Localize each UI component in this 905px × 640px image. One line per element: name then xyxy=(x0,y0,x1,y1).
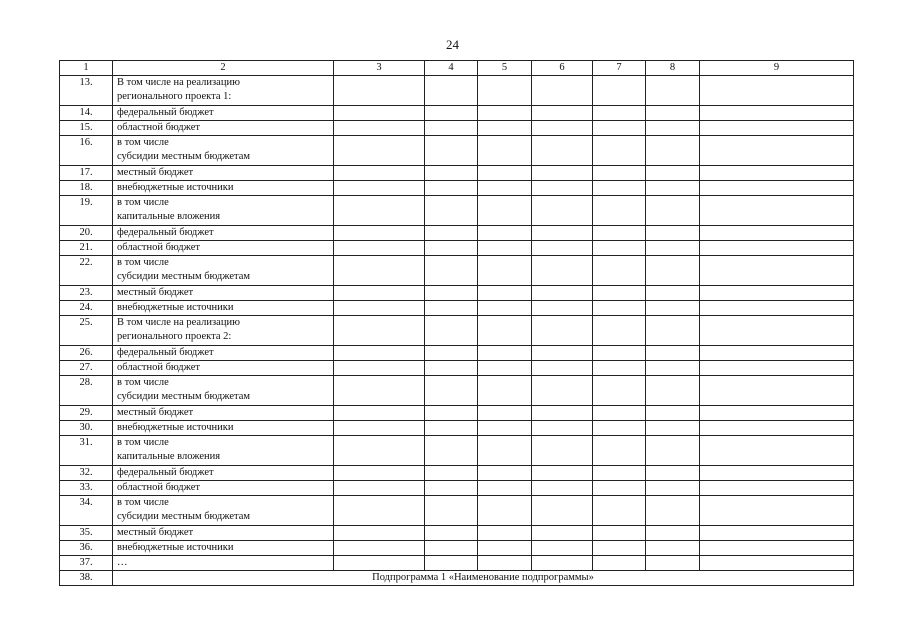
empty-cell xyxy=(700,136,854,166)
empty-cell xyxy=(425,346,478,361)
empty-cell xyxy=(425,196,478,226)
empty-cell xyxy=(425,181,478,196)
empty-cell xyxy=(478,286,532,301)
empty-cell xyxy=(425,256,478,286)
subprogram-title: Подпрограмма 1 «Наименование подпрограммы» xyxy=(113,571,854,586)
empty-cell xyxy=(532,436,593,466)
empty-cell xyxy=(700,286,854,301)
row-label: в том числе капитальные вложения xyxy=(113,196,334,226)
empty-cell xyxy=(532,76,593,106)
row-number: 21. xyxy=(60,241,113,256)
empty-cell xyxy=(532,361,593,376)
row-label: В том числе на реализацию регионального проекта 2: xyxy=(113,316,334,346)
empty-cell xyxy=(478,436,532,466)
empty-cell xyxy=(646,256,700,286)
empty-cell xyxy=(478,556,532,571)
empty-cell xyxy=(334,421,425,436)
empty-cell xyxy=(425,361,478,376)
empty-cell xyxy=(478,526,532,541)
empty-cell xyxy=(646,421,700,436)
empty-cell xyxy=(425,226,478,241)
row-number: 30. xyxy=(60,421,113,436)
column-header: 6 xyxy=(532,61,593,76)
empty-cell xyxy=(425,166,478,181)
table-row xyxy=(60,556,854,571)
empty-cell xyxy=(532,226,593,241)
empty-cell xyxy=(334,121,425,136)
empty-cell xyxy=(478,466,532,481)
empty-cell xyxy=(478,316,532,346)
empty-cell xyxy=(646,196,700,226)
column-header: 7 xyxy=(593,61,646,76)
column-header: 8 xyxy=(646,61,700,76)
row-label: местный бюджет xyxy=(113,526,334,541)
empty-cell xyxy=(593,406,646,421)
empty-cell xyxy=(478,301,532,316)
table-row xyxy=(60,286,854,301)
empty-cell xyxy=(700,76,854,106)
empty-cell xyxy=(593,361,646,376)
empty-cell xyxy=(425,241,478,256)
table-row xyxy=(60,226,854,241)
empty-cell xyxy=(646,106,700,121)
empty-cell xyxy=(478,541,532,556)
column-number-row xyxy=(60,61,854,76)
empty-cell xyxy=(646,166,700,181)
empty-cell xyxy=(700,181,854,196)
row-number: 17. xyxy=(60,166,113,181)
empty-cell xyxy=(478,181,532,196)
empty-cell xyxy=(334,256,425,286)
empty-cell xyxy=(646,136,700,166)
row-number: 29. xyxy=(60,406,113,421)
empty-cell xyxy=(532,496,593,526)
empty-cell xyxy=(532,181,593,196)
table-row xyxy=(60,136,854,166)
row-label: областной бюджет xyxy=(113,241,334,256)
empty-cell xyxy=(334,286,425,301)
empty-cell xyxy=(425,286,478,301)
row-label: внебюджетные источники xyxy=(113,421,334,436)
row-label: областной бюджет xyxy=(113,121,334,136)
empty-cell xyxy=(334,76,425,106)
empty-cell xyxy=(593,181,646,196)
empty-cell xyxy=(700,376,854,406)
row-label: В том числе на реализацию регионального проекта 1: xyxy=(113,76,334,106)
table-row xyxy=(60,436,854,466)
row-label: областной бюджет xyxy=(113,361,334,376)
empty-cell xyxy=(425,376,478,406)
row-number: 13. xyxy=(60,76,113,106)
empty-cell xyxy=(646,241,700,256)
empty-cell xyxy=(593,526,646,541)
empty-cell xyxy=(334,541,425,556)
subprogram-row xyxy=(60,571,854,586)
empty-cell xyxy=(646,286,700,301)
empty-cell xyxy=(700,406,854,421)
empty-cell xyxy=(425,481,478,496)
empty-cell xyxy=(700,106,854,121)
row-label: местный бюджет xyxy=(113,406,334,421)
row-number: 15. xyxy=(60,121,113,136)
empty-cell xyxy=(425,421,478,436)
empty-cell xyxy=(532,481,593,496)
row-label: федеральный бюджет xyxy=(113,346,334,361)
empty-cell xyxy=(334,496,425,526)
row-number: 31. xyxy=(60,436,113,466)
table-row xyxy=(60,406,854,421)
empty-cell xyxy=(478,376,532,406)
table-row xyxy=(60,481,854,496)
table-row xyxy=(60,361,854,376)
empty-cell xyxy=(478,481,532,496)
empty-cell xyxy=(593,301,646,316)
table-row xyxy=(60,316,854,346)
empty-cell xyxy=(532,406,593,421)
empty-cell xyxy=(334,361,425,376)
empty-cell xyxy=(593,346,646,361)
empty-cell xyxy=(593,136,646,166)
empty-cell xyxy=(646,346,700,361)
row-label: внебюджетные источники xyxy=(113,181,334,196)
row-number: 20. xyxy=(60,226,113,241)
empty-cell xyxy=(334,526,425,541)
empty-cell xyxy=(334,106,425,121)
table-row xyxy=(60,301,854,316)
empty-cell xyxy=(532,106,593,121)
empty-cell xyxy=(425,316,478,346)
empty-cell xyxy=(334,316,425,346)
empty-cell xyxy=(532,301,593,316)
page-number: 24 xyxy=(446,37,459,52)
empty-cell xyxy=(532,541,593,556)
empty-cell xyxy=(646,541,700,556)
row-number: 33. xyxy=(60,481,113,496)
empty-cell xyxy=(593,556,646,571)
empty-cell xyxy=(425,301,478,316)
table-row xyxy=(60,196,854,226)
empty-cell xyxy=(532,166,593,181)
empty-cell xyxy=(478,76,532,106)
empty-cell xyxy=(646,301,700,316)
row-label: в том числе субсидии местным бюджетам xyxy=(113,256,334,286)
row-label: в том числе субсидии местным бюджетам xyxy=(113,376,334,406)
empty-cell xyxy=(700,421,854,436)
empty-cell xyxy=(593,316,646,346)
table-row xyxy=(60,256,854,286)
empty-cell xyxy=(425,496,478,526)
empty-cell xyxy=(646,406,700,421)
row-label: в том числе субсидии местным бюджетам xyxy=(113,136,334,166)
row-number: 28. xyxy=(60,376,113,406)
empty-cell xyxy=(334,301,425,316)
empty-cell xyxy=(425,76,478,106)
table-row xyxy=(60,76,854,106)
table-row xyxy=(60,526,854,541)
empty-cell xyxy=(593,256,646,286)
empty-cell xyxy=(646,361,700,376)
empty-cell xyxy=(700,256,854,286)
empty-cell xyxy=(425,526,478,541)
row-number: 37. xyxy=(60,556,113,571)
empty-cell xyxy=(593,76,646,106)
row-label: местный бюджет xyxy=(113,166,334,181)
empty-cell xyxy=(593,196,646,226)
empty-cell xyxy=(478,106,532,121)
empty-cell xyxy=(593,466,646,481)
empty-cell xyxy=(593,481,646,496)
empty-cell xyxy=(532,136,593,166)
empty-cell xyxy=(593,286,646,301)
empty-cell xyxy=(334,466,425,481)
empty-cell xyxy=(532,286,593,301)
empty-cell xyxy=(700,541,854,556)
empty-cell xyxy=(425,466,478,481)
table-row xyxy=(60,421,854,436)
empty-cell xyxy=(700,166,854,181)
empty-cell xyxy=(646,226,700,241)
empty-cell xyxy=(532,376,593,406)
empty-cell xyxy=(478,361,532,376)
column-header: 3 xyxy=(334,61,425,76)
empty-cell xyxy=(700,556,854,571)
row-label: в том числе капитальные вложения xyxy=(113,436,334,466)
empty-cell xyxy=(700,346,854,361)
empty-cell xyxy=(532,346,593,361)
empty-cell xyxy=(593,421,646,436)
empty-cell xyxy=(532,421,593,436)
row-label: внебюджетные источники xyxy=(113,301,334,316)
row-number: 32. xyxy=(60,466,113,481)
empty-cell xyxy=(425,106,478,121)
row-label: федеральный бюджет xyxy=(113,106,334,121)
table-row xyxy=(60,541,854,556)
empty-cell xyxy=(646,181,700,196)
empty-cell xyxy=(532,316,593,346)
empty-cell xyxy=(478,166,532,181)
empty-cell xyxy=(700,526,854,541)
empty-cell xyxy=(334,406,425,421)
empty-cell xyxy=(532,256,593,286)
empty-cell xyxy=(478,346,532,361)
column-header: 2 xyxy=(113,61,334,76)
empty-cell xyxy=(532,121,593,136)
empty-cell xyxy=(646,121,700,136)
empty-cell xyxy=(334,196,425,226)
empty-cell xyxy=(646,436,700,466)
empty-cell xyxy=(334,376,425,406)
empty-cell xyxy=(425,436,478,466)
empty-cell xyxy=(334,181,425,196)
empty-cell xyxy=(478,241,532,256)
row-label: внебюджетные источники xyxy=(113,541,334,556)
empty-cell xyxy=(532,466,593,481)
row-number: 18. xyxy=(60,181,113,196)
row-number: 24. xyxy=(60,301,113,316)
row-label: … xyxy=(113,556,334,571)
table-row xyxy=(60,166,854,181)
empty-cell xyxy=(532,241,593,256)
row-label: в том числе субсидии местным бюджетам xyxy=(113,496,334,526)
empty-cell xyxy=(646,76,700,106)
empty-cell xyxy=(478,496,532,526)
row-number: 19. xyxy=(60,196,113,226)
empty-cell xyxy=(700,361,854,376)
empty-cell xyxy=(425,406,478,421)
empty-cell xyxy=(425,556,478,571)
empty-cell xyxy=(700,301,854,316)
row-label: федеральный бюджет xyxy=(113,466,334,481)
table-row xyxy=(60,106,854,121)
empty-cell xyxy=(700,316,854,346)
empty-cell xyxy=(478,406,532,421)
empty-cell xyxy=(334,346,425,361)
column-header: 4 xyxy=(425,61,478,76)
empty-cell xyxy=(478,226,532,241)
column-header: 9 xyxy=(700,61,854,76)
column-header: 1 xyxy=(60,61,113,76)
row-number: 23. xyxy=(60,286,113,301)
empty-cell xyxy=(532,556,593,571)
empty-cell xyxy=(700,481,854,496)
empty-cell xyxy=(334,556,425,571)
column-header: 5 xyxy=(478,61,532,76)
empty-cell xyxy=(593,121,646,136)
empty-cell xyxy=(593,226,646,241)
empty-cell xyxy=(334,166,425,181)
row-number: 14. xyxy=(60,106,113,121)
empty-cell xyxy=(532,196,593,226)
table-row xyxy=(60,181,854,196)
budget-table xyxy=(59,60,854,586)
row-label: местный бюджет xyxy=(113,286,334,301)
empty-cell xyxy=(478,421,532,436)
empty-cell xyxy=(593,436,646,466)
empty-cell xyxy=(646,481,700,496)
empty-cell xyxy=(646,526,700,541)
empty-cell xyxy=(646,466,700,481)
table-row xyxy=(60,466,854,481)
row-number: 36. xyxy=(60,541,113,556)
row-number: 34. xyxy=(60,496,113,526)
empty-cell xyxy=(593,376,646,406)
empty-cell xyxy=(425,136,478,166)
table-row xyxy=(60,376,854,406)
empty-cell xyxy=(700,466,854,481)
row-number: 22. xyxy=(60,256,113,286)
empty-cell xyxy=(700,226,854,241)
empty-cell xyxy=(700,241,854,256)
empty-cell xyxy=(700,121,854,136)
row-number: 26. xyxy=(60,346,113,361)
empty-cell xyxy=(593,541,646,556)
empty-cell xyxy=(593,241,646,256)
row-label: областной бюджет xyxy=(113,481,334,496)
empty-cell xyxy=(646,316,700,346)
row-number: 27. xyxy=(60,361,113,376)
row-number: 38. xyxy=(60,571,113,586)
empty-cell xyxy=(478,136,532,166)
empty-cell xyxy=(593,166,646,181)
empty-cell xyxy=(334,136,425,166)
empty-cell xyxy=(425,121,478,136)
table-row xyxy=(60,496,854,526)
empty-cell xyxy=(334,436,425,466)
empty-cell xyxy=(646,556,700,571)
empty-cell xyxy=(334,241,425,256)
empty-cell xyxy=(478,121,532,136)
empty-cell xyxy=(700,436,854,466)
empty-cell xyxy=(478,196,532,226)
row-number: 35. xyxy=(60,526,113,541)
row-number: 25. xyxy=(60,316,113,346)
empty-cell xyxy=(646,376,700,406)
table-row xyxy=(60,241,854,256)
empty-cell xyxy=(700,196,854,226)
row-number: 16. xyxy=(60,136,113,166)
empty-cell xyxy=(646,496,700,526)
empty-cell xyxy=(334,226,425,241)
table-row xyxy=(60,121,854,136)
empty-cell xyxy=(593,496,646,526)
empty-cell xyxy=(593,106,646,121)
table-row xyxy=(60,346,854,361)
empty-cell xyxy=(478,256,532,286)
empty-cell xyxy=(425,541,478,556)
empty-cell xyxy=(334,481,425,496)
row-label: федеральный бюджет xyxy=(113,226,334,241)
empty-cell xyxy=(532,526,593,541)
empty-cell xyxy=(700,496,854,526)
